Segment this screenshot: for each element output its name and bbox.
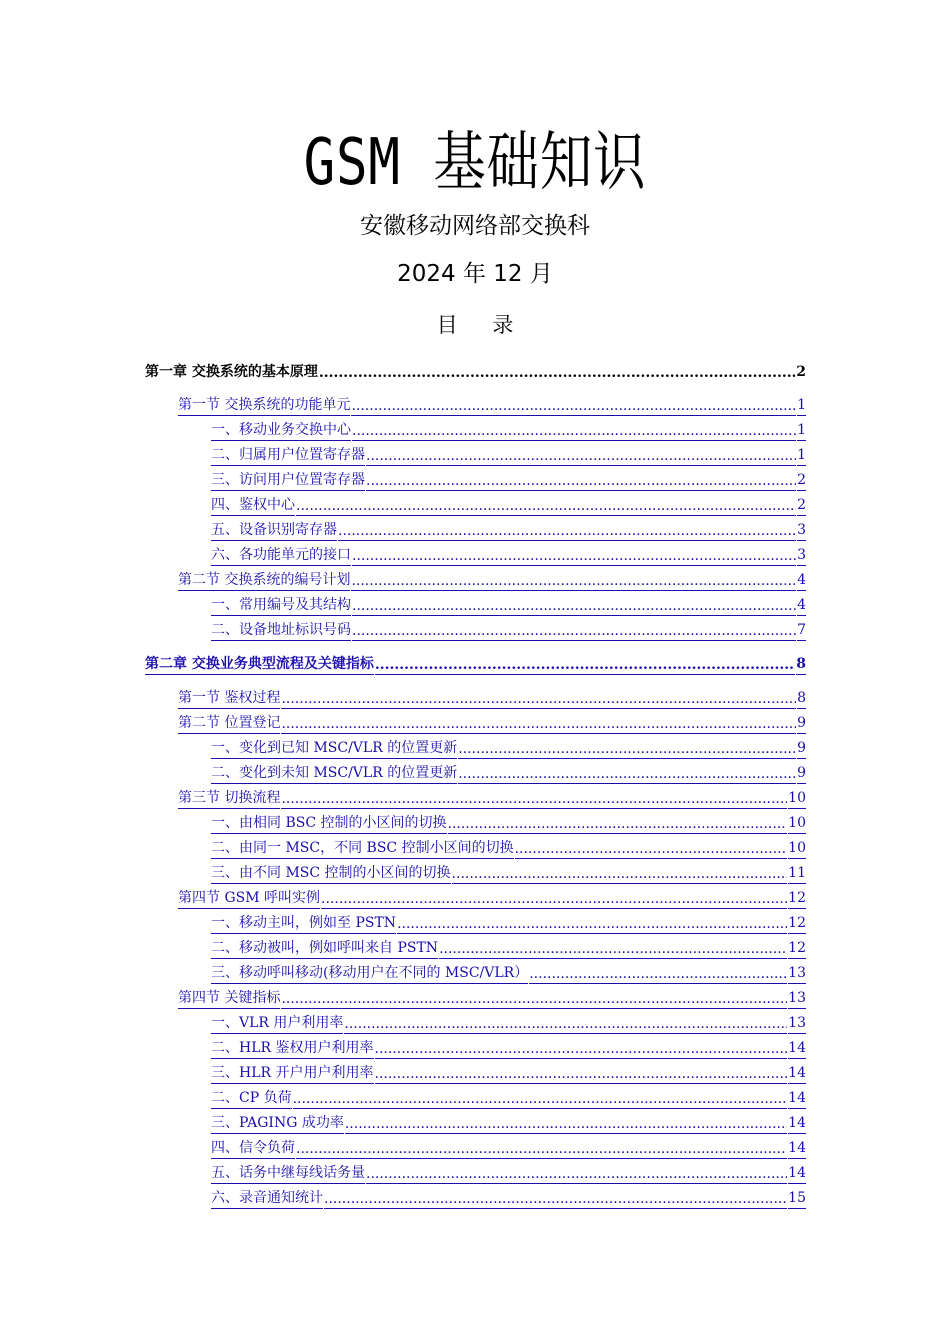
toc-entry-label: 五、话务中继每线话务量 — [211, 1163, 365, 1184]
toc-entry-label: 二、CP 负荷 — [211, 1088, 292, 1109]
toc-dot-leader — [293, 1088, 788, 1109]
toc-page-number: 8 — [796, 654, 806, 675]
toc-dot-leader — [366, 1163, 787, 1184]
toc-page-number: 2 — [797, 470, 806, 491]
toc-entry-label: 一、移动主叫，例如至 PSTN — [211, 913, 396, 934]
toc-dot-leader — [366, 445, 796, 466]
toc-page-number: 3 — [797, 520, 806, 541]
toc-page-number: 11 — [788, 863, 806, 884]
toc-dot-leader — [458, 763, 796, 784]
toc-chapter-entry — [145, 360, 806, 382]
toc-entry-label: 三、PAGING 成功率 — [211, 1113, 344, 1134]
toc-entry-label: 二、移动被叫，例如呼叫来自 PSTN — [211, 938, 438, 959]
toc-entry-label: 一、变化到已知 MSC/VLR 的位置更新 — [211, 738, 457, 759]
toc-dot-leader — [351, 570, 796, 591]
toc-page-number: 1 — [797, 395, 806, 416]
toc-dot-leader — [397, 913, 787, 934]
toc-dot-leader — [345, 1113, 787, 1134]
toc-subsection-entry[interactable] — [211, 737, 806, 759]
toc-dot-leader — [515, 838, 788, 859]
toc-dot-leader — [352, 545, 796, 566]
toc-dot-leader — [281, 788, 787, 809]
toc-subsection-entry[interactable] — [211, 1162, 806, 1184]
toc-page-number: 2 — [796, 364, 806, 380]
toc-dot-leader — [458, 738, 796, 759]
toc-subsection-entry[interactable] — [211, 594, 806, 616]
toc-page-number: 14 — [788, 1113, 806, 1134]
toc-dot-leader — [439, 938, 787, 959]
toc-page-number: 1 — [797, 445, 806, 466]
toc-page-number: 9 — [797, 738, 806, 759]
toc-entry-label: 三、访问用户位置寄存器 — [211, 470, 365, 491]
toc-subsection-entry[interactable] — [211, 619, 806, 641]
toc-subsection-entry[interactable] — [211, 962, 806, 984]
toc-section-entry[interactable] — [178, 987, 806, 1009]
toc-subsection-entry[interactable] — [211, 1187, 806, 1209]
toc-dot-leader — [281, 688, 796, 709]
toc-subsection-entry[interactable] — [211, 1087, 806, 1109]
toc-entry-label: 一、常用编号及其结构 — [211, 595, 351, 616]
toc-dot-leader — [375, 1038, 788, 1059]
toc-entry-label: 第二节 位置登记 — [178, 713, 280, 734]
toc-subsection-entry[interactable] — [211, 1112, 806, 1134]
toc-dot-leader — [321, 888, 787, 909]
toc-subsection-entry[interactable] — [211, 519, 806, 541]
toc-page-number: 1 — [797, 420, 806, 441]
toc-entry-label: 二、归属用户位置寄存器 — [211, 445, 365, 466]
toc-section-entry[interactable] — [178, 394, 806, 416]
toc-dot-leader — [344, 1013, 787, 1034]
toc-entry-label: 五、设备识别寄存器 — [211, 520, 337, 541]
toc-entry-label: 二、HLR 鉴权用户利用率 — [211, 1038, 374, 1059]
toc-entry-label: 第一节 鉴权过程 — [178, 688, 280, 709]
toc-entry-label: 第三节 切换流程 — [178, 788, 280, 809]
toc-page-number: 14 — [788, 1038, 806, 1059]
toc-subsection-entry[interactable] — [211, 1137, 806, 1159]
toc-dot-leader — [281, 713, 796, 734]
toc-entry-label: 三、HLR 开户用户利用率 — [211, 1063, 374, 1084]
toc-entry-label: 一、移动业务交换中心 — [211, 420, 351, 441]
toc-page-number: 10 — [788, 813, 806, 834]
toc-dot-leader — [529, 963, 787, 984]
toc-dot-leader — [324, 1188, 787, 1209]
toc-entry-label: 三、移动呼叫移动(移动用户在不同的 MSC/VLR） — [211, 963, 528, 984]
toc-entry-label: 六、各功能单元的接口 — [211, 545, 351, 566]
toc-page-number: 13 — [788, 963, 806, 984]
toc-section-entry[interactable] — [178, 787, 806, 809]
toc-subsection-entry[interactable] — [211, 1012, 806, 1034]
toc-entry-label: 四、信令负荷 — [211, 1138, 295, 1159]
toc-page-number: 14 — [788, 1163, 806, 1184]
document-subtitle: 安徽移动网络部交换科 — [360, 213, 590, 239]
toc-dot-leader — [352, 420, 796, 441]
toc-page-number: 14 — [788, 1063, 806, 1084]
toc-entry-label: 二、变化到未知 MSC/VLR 的位置更新 — [211, 763, 457, 784]
toc-entry-label: 四、鉴权中心 — [211, 495, 295, 516]
toc-page-number: 15 — [788, 1188, 806, 1209]
toc-page-number: 10 — [788, 788, 806, 809]
toc-page-number: 13 — [788, 1013, 806, 1034]
toc-section-entry[interactable] — [178, 712, 806, 734]
toc-subsection-entry[interactable] — [211, 1062, 806, 1084]
toc-entry-label: 六、录音通知统计 — [211, 1188, 323, 1209]
toc-subsection-entry[interactable] — [211, 762, 806, 784]
toc-section-entry[interactable] — [178, 887, 806, 909]
toc-subsection-entry[interactable] — [211, 444, 806, 466]
document-title: GSM 基础知识 — [303, 126, 647, 200]
toc-dot-leader — [375, 654, 795, 675]
toc-subsection-entry[interactable] — [211, 912, 806, 934]
toc-page-number: 10 — [788, 838, 806, 859]
toc-subsection-entry[interactable] — [211, 1037, 806, 1059]
toc-subsection-entry[interactable] — [211, 419, 806, 441]
toc-subsection-entry[interactable] — [211, 544, 806, 566]
toc-entry-label: 第二节 交换系统的编号计划 — [178, 570, 350, 591]
toc-entry-label: 一、由相同 BSC 控制的小区间的切换 — [211, 813, 447, 834]
toc-entry-label: 一、VLR 用户利用率 — [211, 1013, 343, 1034]
toc-entry-label: 二、设备地址标识号码 — [211, 620, 351, 641]
toc-dot-leader — [296, 1138, 787, 1159]
toc-page-number: 13 — [788, 988, 806, 1009]
toc-page-number: 14 — [788, 1138, 806, 1159]
toc-page-number: 4 — [797, 595, 806, 616]
toc-dot-leader — [352, 620, 796, 641]
toc-dot-leader — [375, 1063, 788, 1084]
toc-page-number: 3 — [797, 545, 806, 566]
toc-dot-leader — [281, 988, 787, 1009]
toc-dot-leader — [338, 520, 796, 541]
toc-page-number: 9 — [797, 713, 806, 734]
toc-page-number: 7 — [797, 620, 806, 641]
document-date: 2024 年 12 月 — [397, 261, 553, 287]
toc-subsection-entry[interactable] — [211, 469, 806, 491]
toc-dot-leader — [319, 362, 795, 382]
toc-page-number: 4 — [797, 570, 806, 591]
toc-dot-leader — [296, 495, 796, 516]
toc-entry-label: 第二章 交换业务典型流程及关键指标 — [145, 654, 374, 675]
toc-entry-label: 第四节 GSM 呼叫实例 — [178, 888, 320, 909]
toc-entry-label: 二、由同一 MSC，不同 BSC 控制小区间的切换 — [211, 838, 514, 859]
toc-page-number: 12 — [788, 888, 806, 909]
toc-entry-label: 第四节 关键指标 — [178, 988, 280, 1009]
toc-page-number: 8 — [797, 688, 806, 709]
toc-section-entry[interactable] — [178, 569, 806, 591]
toc-page-number: 2 — [797, 495, 806, 516]
toc-subsection-entry[interactable] — [211, 862, 806, 884]
toc-entry-label: 第一章 交换系统的基本原理 — [145, 364, 318, 380]
toc-dot-leader — [452, 863, 788, 884]
toc-dot-leader — [448, 813, 788, 834]
toc-page-number: 9 — [797, 763, 806, 784]
toc-chapter-entry[interactable] — [145, 653, 806, 675]
toc-subsection-entry[interactable] — [211, 837, 806, 859]
toc-dot-leader — [352, 595, 796, 616]
toc-section-entry[interactable] — [178, 687, 806, 709]
toc-heading: 目 录 — [436, 313, 528, 337]
toc-dot-leader — [351, 395, 796, 416]
toc-page-number: 14 — [788, 1088, 806, 1109]
toc-subsection-entry[interactable] — [211, 494, 806, 516]
toc-entry-label: 三、由不同 MSC 控制的小区间的切换 — [211, 863, 451, 884]
toc-page-number: 12 — [788, 913, 806, 934]
toc-subsection-entry[interactable] — [211, 937, 806, 959]
toc-subsection-entry[interactable] — [211, 812, 806, 834]
toc-page-number: 12 — [788, 938, 806, 959]
toc-entry-label: 第一节 交换系统的功能单元 — [178, 395, 350, 416]
toc-dot-leader — [366, 470, 796, 491]
